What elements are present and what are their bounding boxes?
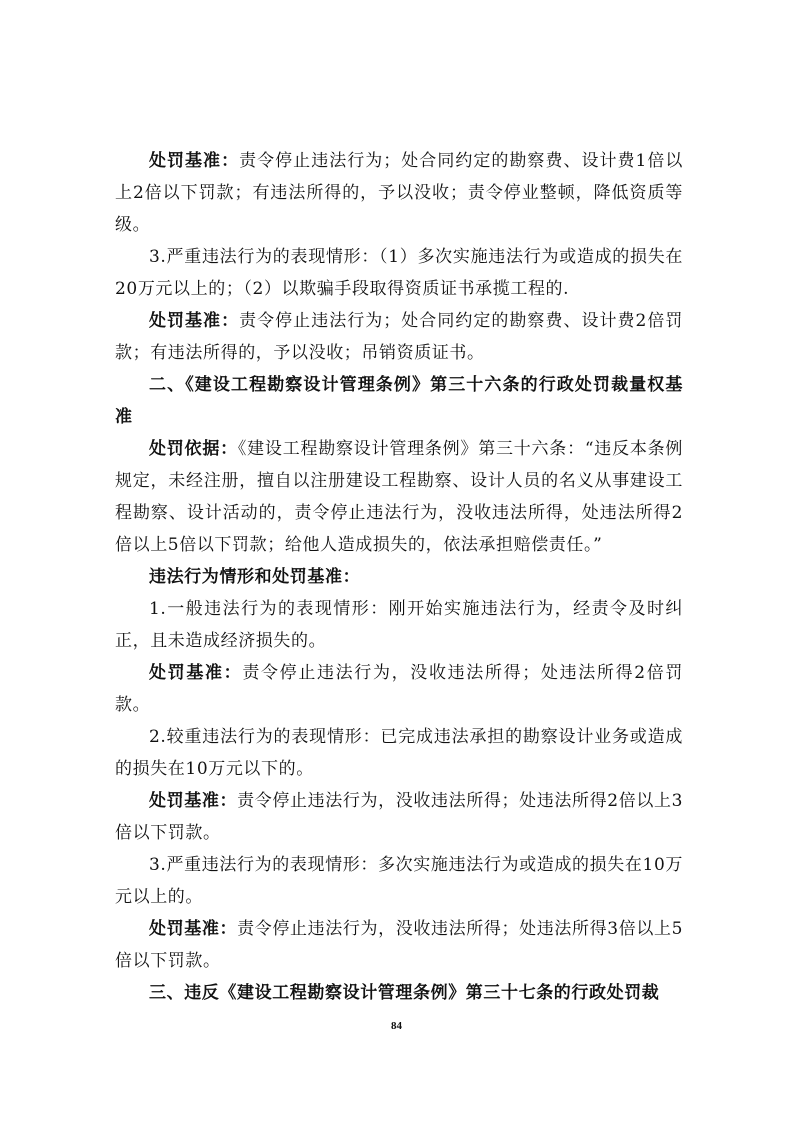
paragraph-serious-violation-2 — [115, 849, 683, 913]
paragraph-text: 责令停止违法行为，没收违法所得；处违法所得3倍以上5倍以下罚款。 — [115, 919, 684, 971]
paragraph-lead: 处罚基准： — [149, 919, 238, 939]
paragraph-text: 1.一般违法行为的表现情形：刚开始实施违法行为，经责令及时纠正，且未造成经济损失的。 — [115, 599, 683, 651]
paragraph-text: 《建设工程勘察设计管理条例》第三十六条：“违反本条例规定，未经注册，擅自以注册建设工程勘察、设计人员的名义从事建设工程勘察、设计活动的，责令停止违法行为，没收违法所得，处违法所得2倍以上5倍以下罚款；给他人造成损失的，依法承担赔偿责任。” — [115, 439, 684, 555]
paragraph-penalty-standard-5 — [115, 913, 683, 977]
paragraph-text: 责令停止违法行为，没收违法所得；处违法所得2倍以上3倍以下罚款。 — [115, 791, 684, 843]
paragraph-text: 责令停止违法行为；处合同约定的勘察费、设计费1倍以上2倍以下罚款；有违法所得的，予以没收；责令停业整顿，降低资质等级。 — [115, 151, 683, 235]
section-heading-2 — [115, 369, 683, 433]
paragraph-lead: 处罚基准： — [149, 311, 240, 331]
section-heading-3 — [115, 977, 683, 1009]
paragraph-text: 3.严重违法行为的表现情形：多次实施违法行为或造成的损失在10万元以上的。 — [115, 855, 683, 907]
paragraph-text: 3.严重违法行为的表现情形：（1）多次实施违法行为或造成的损失在20万元以上的；（2）以欺骗手段取得资质证书承揽工程的. — [115, 247, 683, 299]
paragraph-serious-violation — [115, 241, 683, 305]
paragraph-lead: 处罚基准： — [149, 151, 240, 171]
paragraph-penalty-basis — [115, 433, 683, 561]
heading-text: 三、违反《建设工程勘察设计管理条例》第三十七条的行政处罚裁 — [149, 983, 660, 1003]
paragraph-lead: 处罚基准： — [149, 663, 243, 683]
paragraph-lead: 处罚依据： — [149, 439, 238, 459]
paragraph-lead: 处罚基准： — [149, 791, 238, 811]
paragraph-moderate-violation — [115, 721, 683, 785]
paragraph-penalty-standard-3 — [115, 657, 683, 721]
paragraph-lead: 违法行为情形和处罚基准： — [149, 567, 361, 587]
heading-text: 二、《建设工程勘察设计管理条例》第三十六条的行政处罚裁量权基准 — [115, 375, 683, 427]
paragraph-violation-situations — [115, 561, 683, 593]
paragraph-text: 责令停止违法行为，没收违法所得；处违法所得2倍罚款。 — [115, 663, 684, 715]
paragraph-text: 责令停止违法行为；处合同约定的勘察费、设计费2倍罚款；有违法所得的，予以没收；吊销资质证书。 — [115, 311, 683, 363]
page-number: 84 — [391, 1020, 402, 1032]
paragraph-general-violation — [115, 593, 683, 657]
paragraph-text: 2.较重违法行为的表现情形：已完成违法承担的勘察设计业务或造成的损失在10万元以下的。 — [115, 727, 683, 779]
paragraph-penalty-standard-1 — [115, 145, 683, 241]
paragraph-penalty-standard-4 — [115, 785, 683, 849]
paragraph-penalty-standard-2 — [115, 305, 683, 369]
